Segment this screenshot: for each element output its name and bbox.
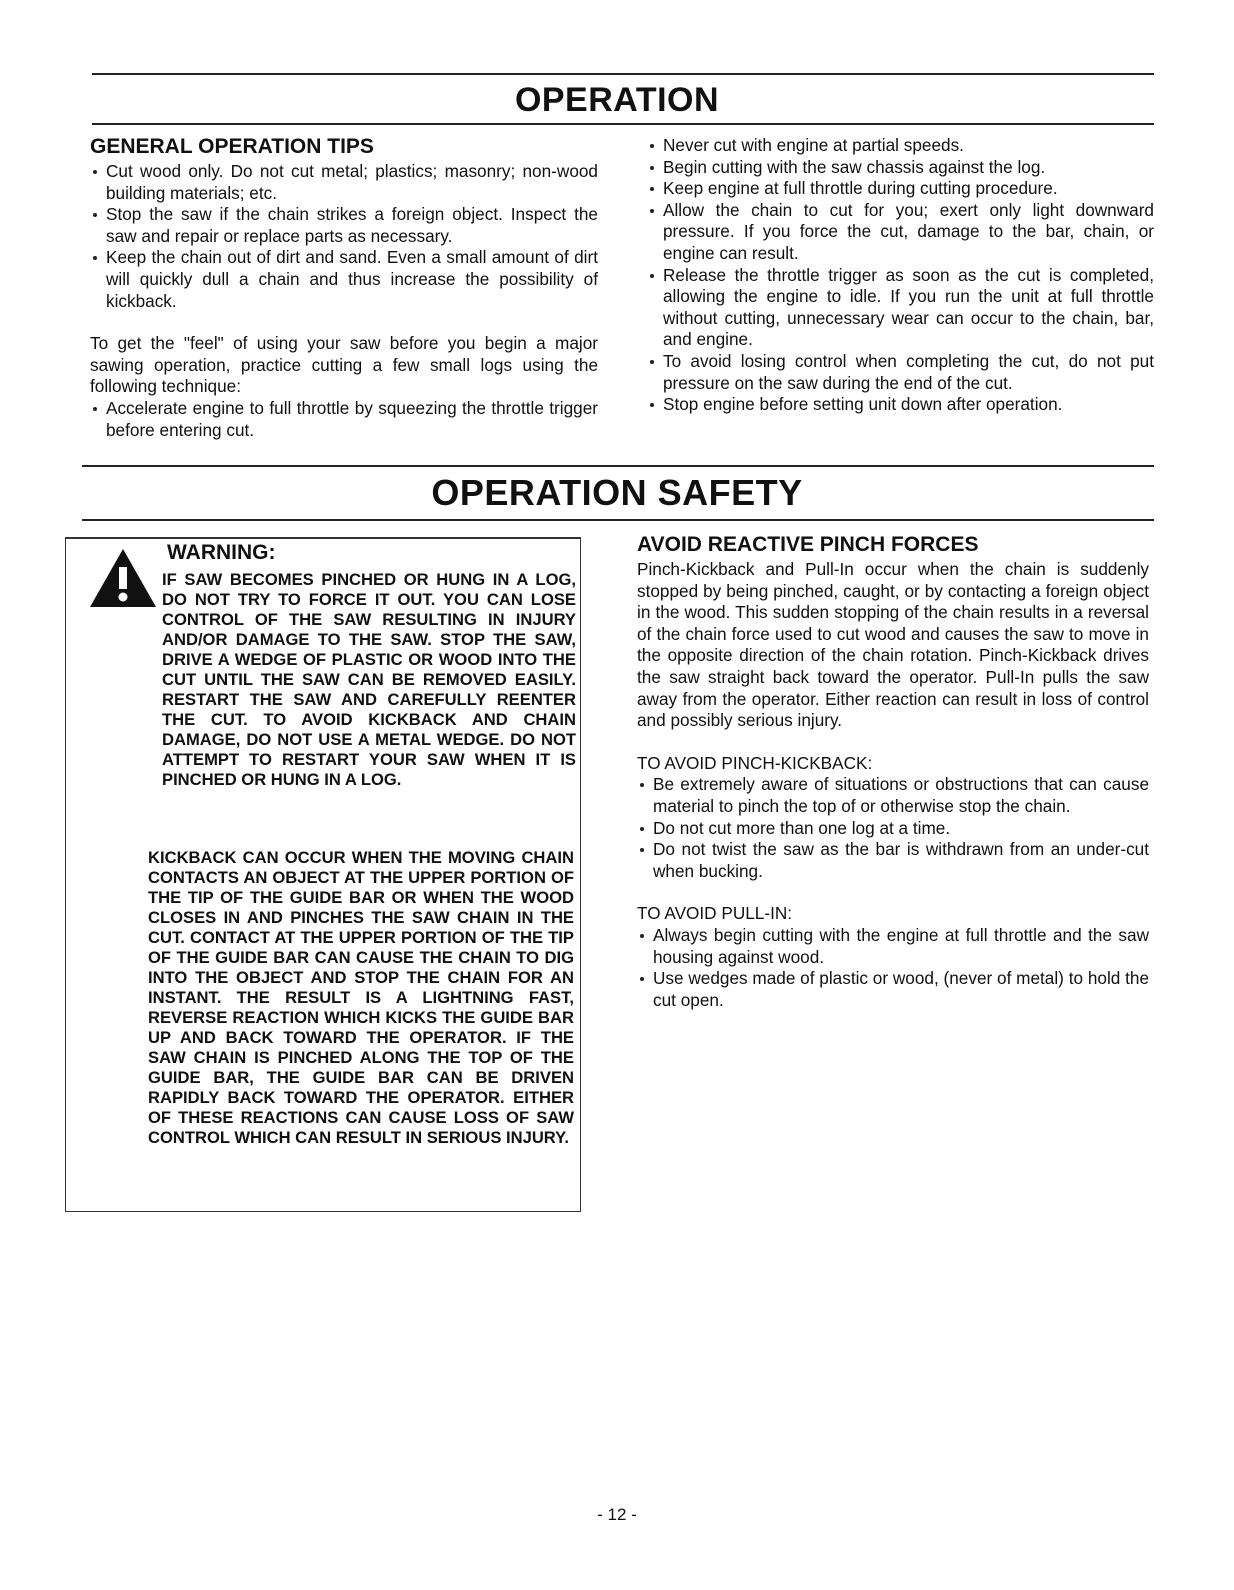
- page-number: - 12 -: [597, 1505, 637, 1524]
- safety-top-rule: [82, 465, 1154, 467]
- operation-bullets-list: [647, 135, 1154, 416]
- general-tips-column: [90, 135, 598, 441]
- list-item: Do not cut more than one log at a time.: [637, 818, 1149, 840]
- technique-intro: To get the "feel" of using your saw before you begin a major sawing operation, practice cutting a few small logs using the following technique:: [90, 333, 598, 397]
- list-item: Keep engine at full throttle during cutting procedure.: [647, 178, 1154, 200]
- list-item: Cut wood only. Do not cut metal; plastics; masonry; non-wood building materials; etc.: [90, 161, 598, 204]
- list-item: Never cut with engine at partial speeds.: [647, 135, 1154, 157]
- list-item: To avoid losing control when completing the cut, do not put pressure on the saw during the end of the cut.: [647, 351, 1154, 394]
- list-item: Stop engine before setting unit down after operation.: [647, 394, 1154, 416]
- pinch-kickback-list: [637, 774, 1149, 882]
- operation-under-rule: [92, 123, 1154, 125]
- list-item: Allow the chain to cut for you; exert only light downward pressure. If you force the cut, damage to the bar, chain, or engine can result.: [647, 200, 1154, 265]
- operation-safety-title: OPERATION SAFETY: [431, 472, 803, 513]
- top-rule: [92, 73, 1154, 75]
- list-item: Begin cutting with the saw chassis against the log.: [647, 157, 1154, 179]
- general-tips-heading: GENERAL OPERATION TIPS: [90, 135, 374, 158]
- list-item: Accelerate engine to full throttle by squeezing the throttle trigger before entering cut.: [90, 398, 598, 441]
- operation-right-column: [647, 135, 1154, 416]
- pinch-forces-paragraph: Pinch-Kickback and Pull-In occur when the chain is suddenly stopped by being pinched, caught, or by contacting a foreign object in the wood. This sudden stopping of the chain results in a reversal of the chain force used to cut wood and causes the saw to move in the opposite direction of the chain rotation. Pinch-Kickback drives the saw straight back toward the operator. Pull-In pulls the saw away from the operator. Either reaction can result in loss of control and possibly serious injury.: [637, 559, 1149, 731]
- list-item: Use wedges made of plastic or wood, (never of metal) to hold the cut open.: [637, 968, 1149, 1011]
- list-item: Always begin cutting with the engine at full throttle and the saw housing against wood.: [637, 925, 1149, 968]
- operation-title: OPERATION: [514, 81, 720, 119]
- pinch-forces-heading: AVOID REACTIVE PINCH FORCES: [637, 533, 979, 556]
- list-item: Release the throttle trigger as soon as the cut is completed, allowing the engine to idle. If you run the unit at full throttle without cutting, unnecessary wear can occur to the chain, bar, and engine.: [647, 265, 1154, 351]
- pinch-kickback-heading: TO AVOID PINCH-KICKBACK:: [637, 752, 873, 773]
- list-item: Keep the chain out of dirt and sand. Even a small amount of dirt will quickly dull a chain and thus increase the possibility of kickback.: [90, 247, 598, 312]
- warning-title: WARNING:: [167, 541, 276, 564]
- pull-in-list: [637, 925, 1149, 1011]
- warning-paragraph-2: KICKBACK CAN OCCUR WHEN THE MOVING CHAIN CONTACTS AN OBJECT AT THE UPPER PORTION OF THE TIP OF THE GUIDE BAR OR WHEN THE WOOD CLOSES IN AND PINCHES THE SAW CHAIN IN THE CUT. CONTACT AT THE UPPER PORTION OF THE TIP OF THE GUIDE BAR CAN CAUSE THE CHAIN TO DIG INTO THE OBJECT AND STOP THE CHAIN FOR AN INSTANT. THE RESULT IS A LIGHTNING FAST, REVERSE REACTION WHICH KICKS THE GUIDE BAR UP AND BACK TOWARD THE OPERATOR. IF THE SAW CHAIN IS PINCHED ALONG THE TOP OF THE GUIDE BAR, THE GUIDE BAR CAN BE DRIVEN RAPIDLY BACK TOWARD THE OPERATOR. EITHER OF THESE REACTIONS CAN CAUSE LOSS OF SAW CONTROL WHICH CAN RESULT IN SERIOUS INJURY.: [148, 848, 574, 1147]
- list-item: Be extremely aware of situations or obstructions that can cause material to pinch the top of or otherwise stop the chain.: [637, 774, 1149, 817]
- warning-paragraph-1: IF SAW BECOMES PINCHED OR HUNG IN A LOG, DO NOT TRY TO FORCE IT OUT. YOU CAN LOSE CONTROL OF THE SAW RESULTING IN INJURY AND/OR DAMAGE TO THE SAW. STOP THE SAW, DRIVE A WEDGE OF PLASTIC OR WOOD INTO THE CUT UNTIL THE SAW CAN BE REMOVED EASILY. RESTART THE SAW AND CAREFULLY REENTER THE CUT. TO AVOID KICKBACK AND CHAIN DAMAGE, DO NOT USE A METAL WEDGE. DO NOT ATTEMPT TO RESTART YOUR SAW WHEN IT IS PINCHED OR HUNG IN A LOG.: [162, 570, 576, 789]
- warning-triangle-icon: [88, 547, 158, 609]
- pinch-forces-column: [637, 533, 1149, 1011]
- list-item: Stop the saw if the chain strikes a foreign object. Inspect the saw and repair or replace parts as necessary.: [90, 204, 598, 247]
- technique-list: [90, 398, 598, 441]
- pull-in-heading: TO AVOID PULL-IN:: [637, 903, 793, 924]
- safety-under-rule: [82, 519, 1154, 521]
- general-tips-list: [90, 161, 598, 312]
- list-item: Do not twist the saw as the bar is withdrawn from an under-cut when bucking.: [637, 839, 1149, 882]
